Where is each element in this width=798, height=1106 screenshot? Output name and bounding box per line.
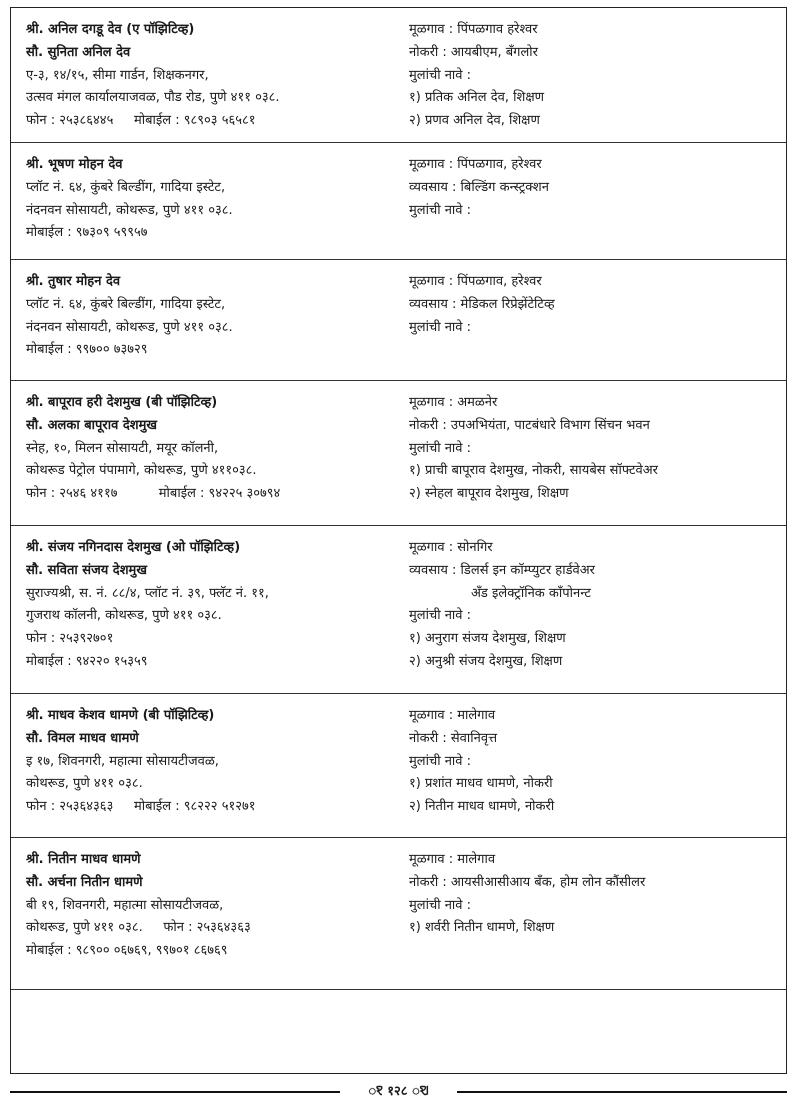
page-footer — [10, 1082, 787, 1102]
occupation-continued: अँड इलेक्ट्रॉनिक कॉंपोनन्ट — [471, 585, 591, 601]
child-item: २) नितीन माधव धामणे, नोकरी — [409, 799, 555, 815]
native-place: मूळगाव : पिंपळगाव हरेश्वर — [409, 22, 538, 37]
mobile-line: मोबाईल : ९४२२० १५३५९ — [26, 653, 148, 669]
entry-details-column — [409, 271, 779, 339]
phone-line: मोबाईल : ९७३०९ ५९९५७ — [26, 225, 148, 241]
husband-name: श्री. बापूराव हरी देशमुख (बी पॉझिटिव्ह) — [26, 395, 218, 410]
family-entry — [11, 260, 786, 381]
children-heading: मुलांची नावे : — [409, 202, 472, 218]
phone-line: फोन : २५३८६४४५ मोबाईल : ९८९०३ ५६५८१ — [26, 113, 256, 129]
husband-name: श्री. तुषार मोहन देव — [26, 274, 121, 289]
husband-name: श्री. माधव केशव धामणे (बी पॉझिटिव्ह) — [26, 708, 215, 723]
family-entry — [11, 8, 786, 143]
entry-contact-column — [26, 537, 401, 674]
entry-contact-column — [26, 271, 401, 362]
occupation: नोकरी : सेवानिवृत्त — [409, 730, 498, 746]
address-line: प्लॉट नं. ६४, कुंबरे बिल्डींग, गादिया इस्टेट, — [26, 179, 226, 195]
child-item: २) स्नेहल बापूराव देशमुख, शिक्षण — [409, 486, 569, 502]
entry-details-column — [409, 705, 779, 819]
children-heading: मुलांची नावे : — [409, 608, 472, 624]
address-line: स्नेह, १०, मिलन सोसायटी, मयूर कॉलनी, — [26, 440, 219, 456]
entry-contact-column — [26, 19, 401, 133]
husband-name: श्री. संजय नगिनदास देशमुख (ओ पॉझिटिव्ह) — [26, 540, 241, 555]
husband-name: श्री. नितीन माधव धामणे — [26, 852, 141, 867]
children-heading: मुलांची नावे : — [409, 753, 472, 769]
children-heading: मुलांची नावे : — [409, 897, 472, 913]
wife-name: सौ. अलका बापूराव देशमुख — [26, 417, 158, 433]
husband-name: श्री. अनिल दगडू देव (ए पॉझिटिव्ह) — [26, 22, 195, 37]
occupation: व्यवसाय : डिलर्स इन कॉम्प्युटर हार्डवेअर — [409, 562, 595, 578]
occupation: व्यवसाय : बिल्डिंग कन्स्ट्रक्शन — [409, 179, 549, 195]
empty-section — [11, 990, 786, 1075]
address-line: सुराज्यश्री, स. नं. ८८/४, प्लॉट नं. ३९, फ्लॅट नं. ११, — [26, 585, 269, 601]
child-item: १) प्राची बापूराव देशमुख, नोकरी, सायबेस सॉफ्टवेअर — [409, 463, 658, 479]
address-line: इ १७, शिवनगरी, महात्मा सोसायटीजवळ, — [26, 753, 219, 769]
phone-line: फोन : २५३९२७०१ — [26, 631, 114, 647]
address-line: नंदनवन सोसायटी, कोथरूड, पुणे ४११ ०३८. — [26, 319, 233, 335]
child-item: २) प्रणव अनिल देव, शिक्षण — [409, 113, 540, 129]
child-item: २) अनुश्री संजय देशमुख, शिक्षण — [409, 653, 563, 669]
address-line: उत्सव मंगल कार्यालयाजवळ, पौड रोड, पुणे ४११ ०३८. — [26, 90, 280, 106]
entry-contact-column — [26, 392, 401, 506]
phone-line: फोन : २५३६४३६३ मोबाईल : ९८२२२ ५१२७१ — [26, 799, 256, 815]
husband-name: श्री. भूषण मोहन देव — [26, 157, 123, 172]
footer-rule-right — [457, 1091, 787, 1093]
address-line: बी १९, शिवनगरी, महात्मा सोसायटीजवळ, — [26, 897, 224, 913]
child-item: १) अनुराग संजय देशमुख, शिक्षण — [409, 631, 566, 647]
address-line: गुजराथ कॉलनी, कोथरूड, पुणे ४११ ०३८. — [26, 608, 222, 624]
entry-details-column — [409, 849, 779, 940]
page-number: ꣁ १२८ ꣂ — [368, 1084, 429, 1099]
wife-name: सौ. विमल माधव धामणे — [26, 730, 139, 746]
directory-frame — [10, 7, 787, 1074]
entry-details-column — [409, 19, 779, 133]
address-phone-line: कोथरूड, पुणे ४११ ०३८. फोन : २५३६४३६३ — [26, 920, 251, 936]
native-place: मूळगाव : अमळनेर — [409, 395, 498, 410]
family-entry — [11, 838, 786, 990]
children-heading: मुलांची नावे : — [409, 319, 472, 335]
child-item: १) शर्वरी नितीन धामणे, शिक्षण — [409, 920, 555, 936]
child-item: १) प्रतिक अनिल देव, शिक्षण — [409, 90, 545, 106]
occupation: नोकरी : आयबीएम, बँगलोर — [409, 44, 538, 60]
native-place: मूळगाव : मालेगाव — [409, 852, 496, 867]
entry-details-column — [409, 154, 779, 222]
child-item: १) प्रशांत माधव धामणे, नोकरी — [409, 776, 553, 792]
address-line: प्लॉट नं. ६४, कुंबरे बिल्डींग, गादिया इस्टेट, — [26, 296, 226, 312]
entry-details-column — [409, 537, 779, 674]
address-line: नंदनवन सोसायटी, कोथरूड, पुणे ४११ ०३८. — [26, 202, 233, 218]
wife-name: सौ. अर्चना नितीन धामणे — [26, 874, 143, 890]
wife-name: सौ. सविता संजय देशमुख — [26, 562, 147, 578]
address-line: ए-३, १४/१५, सीमा गार्डन, शिक्षकनगर, — [26, 67, 209, 83]
family-entry — [11, 694, 786, 838]
family-entry — [11, 143, 786, 260]
children-heading: मुलांची नावे : — [409, 440, 472, 456]
entry-contact-column — [26, 154, 401, 245]
occupation: व्यवसाय : मेडिकल रिप्रेझेंटेटिव्ह — [409, 296, 555, 312]
wife-name: सौ. सुनिता अनिल देव — [26, 44, 131, 60]
native-place: मूळगाव : सोनगिर — [409, 540, 493, 555]
family-entry — [11, 381, 786, 526]
footer-rule-left — [10, 1091, 340, 1093]
occupation: नोकरी : उपअभियंता, पाटबंधारे विभाग सिंचन भवन — [409, 417, 650, 433]
phone-line: फोन : २५४६ ४११७ मोबाईल : ९४२२५ ३०७९४ — [26, 486, 281, 502]
mobile-line: मोबाईल : ९८९०० ०६७६९, ९९७०१ ८६७६९ — [26, 943, 228, 959]
entry-contact-column — [26, 705, 401, 819]
entry-details-column — [409, 392, 779, 506]
native-place: मूळगाव : पिंपळगाव, हरेश्वर — [409, 157, 542, 172]
native-place: मूळगाव : मालेगाव — [409, 708, 496, 723]
entry-contact-column — [26, 849, 401, 963]
children-heading: मुलांची नावे : — [409, 67, 472, 83]
occupation: नोकरी : आयसीआसीआय बँक, होम लोन कौंसीलर — [409, 874, 646, 890]
native-place: मूळगाव : पिंपळगाव, हरेश्वर — [409, 274, 542, 289]
address-line: कोथरूड पेट्रोल पंपामागे, कोथरूड, पुणे ४११०३८. — [26, 463, 257, 479]
address-line: कोथरूड, पुणे ४११ ०३८. — [26, 776, 143, 792]
family-entry — [11, 526, 786, 694]
phone-line: मोबाईल : ९९७०० ७३७२९ — [26, 342, 148, 358]
